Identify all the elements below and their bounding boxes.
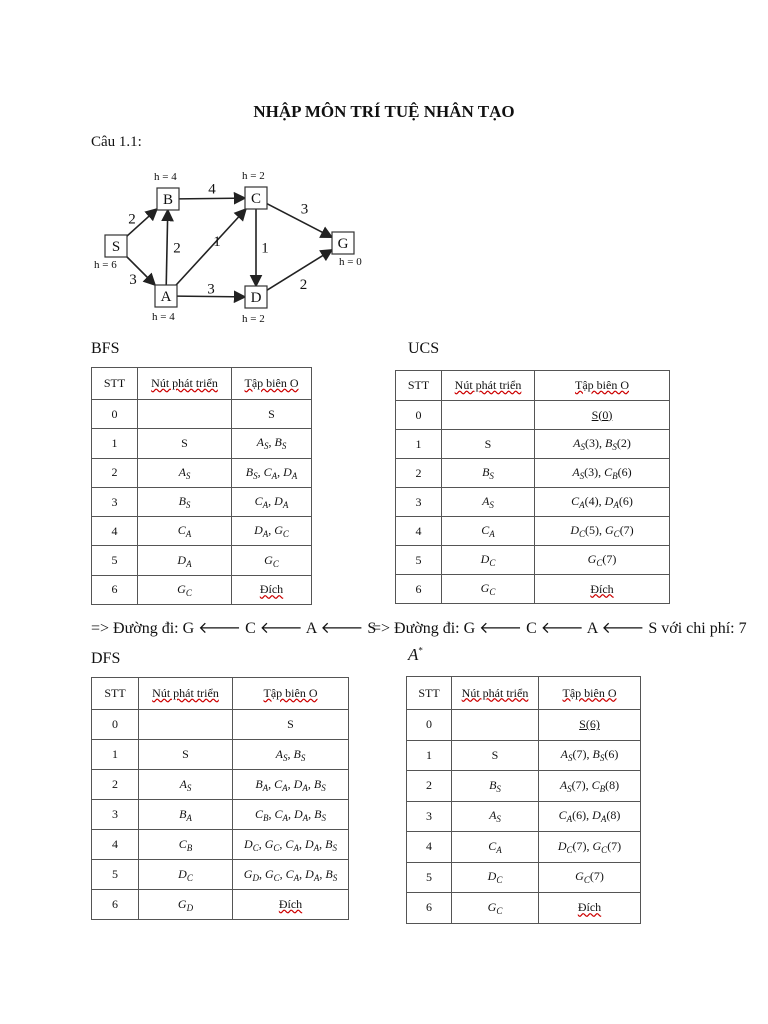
ucs-cell-r2-c1: $B_S$: [442, 459, 535, 488]
dfs-cell-r3-c0: 3: [92, 800, 139, 830]
astar-header-frontier: Tập biên O: [539, 677, 641, 710]
table-row: [396, 488, 670, 517]
bfs-cell-r3-c1: $B_S$: [138, 487, 232, 516]
dfs-cell-r3-c2: $C_B$, $C_A$, $D_A$, $B_S$: [233, 800, 349, 830]
bfs-label: BFS: [91, 340, 120, 357]
ucs-cell-r5-c1: $D_C$: [442, 546, 535, 575]
astar-cell-r3-c2: $C_A(6)$, $D_A(8)$: [539, 801, 641, 832]
table-row: [407, 801, 641, 832]
node-label-B: B: [162, 192, 174, 208]
dfs-cell-r5-c1: $D_C$: [139, 860, 233, 890]
ucs-cell-r5-c2: $G_C(7)$: [535, 546, 670, 575]
question-label: Câu 1.1:: [91, 134, 142, 150]
astar-cell-r6-c1: $G_C$: [452, 893, 539, 924]
dfs-cell-r5-c0: 5: [92, 860, 139, 890]
dfs-cell-r0-c0: 0: [92, 710, 139, 740]
edge-weight-S-B: 2: [128, 211, 136, 228]
bfs-cell-r2-c0: 2: [92, 458, 138, 487]
edge-weight-B-C: 4: [208, 181, 216, 198]
astar-cell-r1-c0: 1: [407, 740, 452, 771]
edge-weight-A-C: 1: [213, 234, 221, 250]
document-title: NHẬP MÔN TRÍ TUỆ NHÂN TẠO: [253, 102, 515, 121]
bfs-cell-r2-c1: $A_S$: [138, 458, 232, 487]
astar-cell-r0-c0: 0: [407, 710, 452, 741]
table-row: [407, 893, 641, 924]
bfs-cell-r0-c2: S: [232, 400, 312, 429]
node-label-S: S: [111, 239, 121, 255]
astar-cell-r2-c2: $A_S(7)$, $C_B(8)$: [539, 771, 641, 802]
table-row: [396, 517, 670, 546]
edge-B-C: [179, 198, 245, 199]
ucs-cell-r6-c1: $G_C$: [442, 575, 535, 604]
astar-cell-r0-c2: S(6): [539, 710, 641, 741]
node-label-A: A: [160, 289, 172, 305]
dfs-cell-r6-c1: $G_D$: [139, 890, 233, 920]
edge-weight-C-G: 3: [300, 201, 309, 218]
bfs-cell-r4-c2: $D_A$, $G_C$: [232, 517, 312, 546]
astar-cell-r4-c2: $D_C(7)$, $G_C(7)$: [539, 832, 641, 863]
dfs-label: DFS: [91, 650, 121, 667]
table-row: [407, 771, 641, 802]
bfs-header-node: Nút phát triển: [138, 368, 232, 400]
ucs-cell-r6-c2: Đích: [535, 575, 670, 604]
ucs-table: [395, 370, 670, 604]
dfs-header-node: Nút phát triển: [139, 678, 233, 710]
bfs-cell-r6-c0: 6: [92, 575, 138, 604]
bfs-cell-r6-c1: $G_C$: [138, 575, 232, 604]
edge-weight-C-D: 1: [261, 240, 269, 257]
table-row: [92, 487, 312, 516]
edge-weight-A-D: 3: [207, 281, 215, 298]
ucs-cell-r4-c2: $D_C(5)$, $G_C(7)$: [535, 517, 670, 546]
astar-cell-r3-c0: 3: [407, 801, 452, 832]
edge-weight-D-G: 2: [299, 277, 308, 293]
astar-label: A*: [408, 645, 423, 664]
astar-table: [406, 676, 641, 924]
node-label-C: C: [250, 191, 262, 207]
dfs-cell-r2-c1: $A_S$: [139, 770, 233, 800]
astar-cell-r1-c1: S: [452, 740, 539, 771]
dfs-cell-r6-c2: Đích: [233, 890, 349, 920]
dfs-cell-r3-c1: $B_A$: [139, 800, 233, 830]
table-row: [396, 575, 670, 604]
ucs-path-result: => Đường đi: G 🡐 C 🡐 A 🡐 S với chi phí: 7: [372, 620, 747, 637]
edge-C-G: [267, 201, 332, 238]
astar-cell-r4-c0: 4: [407, 832, 452, 863]
dfs-table: [91, 677, 349, 920]
ucs-cell-r4-c0: 4: [396, 517, 442, 546]
table-row: [407, 862, 641, 893]
astar-cell-r2-c0: 2: [407, 771, 452, 802]
table-row: [92, 517, 312, 546]
node-heuristic-G: h = 0: [339, 256, 362, 268]
astar-cell-r1-c2: $A_S(7)$, $B_S(6)$: [539, 740, 641, 771]
astar-cell-r2-c1: $B_S$: [452, 771, 539, 802]
ucs-cell-r0-c0: 0: [396, 401, 442, 430]
ucs-header-node: Nút phát triển: [442, 371, 535, 401]
bfs-cell-r1-c0: 1: [92, 429, 138, 458]
table-row: [92, 860, 349, 890]
bfs-cell-r1-c2: $A_S$, $B_S$: [232, 429, 312, 458]
bfs-cell-r3-c0: 3: [92, 487, 138, 516]
dfs-cell-r2-c2: $B_A$, $C_A$, $D_A$, $B_S$: [233, 770, 349, 800]
bfs-cell-r2-c2: $B_S$, $C_A$, $D_A$: [232, 458, 312, 487]
astar-cell-r5-c1: $D_C$: [452, 862, 539, 893]
bfs-cell-r1-c1: S: [138, 429, 232, 458]
ucs-cell-r0-c1: [442, 401, 535, 430]
table-row: [396, 430, 670, 459]
ucs-header-frontier: Tập biên O: [535, 371, 670, 401]
table-row: [407, 832, 641, 863]
astar-cell-r5-c2: $G_C(7)$: [539, 862, 641, 893]
ucs-cell-r4-c1: $C_A$: [442, 517, 535, 546]
table-row: [407, 740, 641, 771]
ucs-label: UCS: [408, 340, 440, 357]
dfs-cell-r0-c1: [139, 710, 233, 740]
bfs-header-frontier: Tập biên O: [232, 368, 312, 400]
dfs-cell-r4-c0: 4: [92, 830, 139, 860]
astar-header-stt: STT: [407, 677, 452, 710]
astar-cell-r0-c1: [452, 710, 539, 741]
table-row: [92, 770, 349, 800]
edge-A-C: [176, 209, 246, 285]
ucs-cell-r1-c2: $A_S(3)$, $B_S(2)$: [535, 430, 670, 459]
astar-cell-r5-c0: 5: [407, 862, 452, 893]
bfs-cell-r4-c1: $C_A$: [138, 517, 232, 546]
dfs-cell-r0-c2: S: [233, 710, 349, 740]
ucs-cell-r2-c0: 2: [396, 459, 442, 488]
ucs-cell-r3-c0: 3: [396, 488, 442, 517]
bfs-table: [91, 367, 312, 605]
dfs-cell-r1-c1: S: [139, 740, 233, 770]
ucs-cell-r1-c1: S: [442, 430, 535, 459]
ucs-cell-r2-c2: $A_S(3)$, $C_B(6)$: [535, 459, 670, 488]
dfs-cell-r2-c0: 2: [92, 770, 139, 800]
node-heuristic-D: h = 2: [242, 313, 265, 325]
table-row: [92, 800, 349, 830]
bfs-header-stt: STT: [92, 368, 138, 400]
bfs-cell-r4-c0: 4: [92, 517, 138, 546]
astar-cell-r6-c2: Đích: [539, 893, 641, 924]
bfs-cell-r3-c2: $C_A$, $D_A$: [232, 487, 312, 516]
table-row: [92, 429, 312, 458]
graph-nodes: [94, 170, 362, 325]
dfs-cell-r5-c2: $G_D$, $G_C$, $C_A$, $D_A$, $B_S$: [233, 860, 349, 890]
ucs-header-stt: STT: [396, 371, 442, 401]
table-row: [396, 546, 670, 575]
bfs-cell-r5-c0: 5: [92, 546, 138, 575]
table-row: [92, 458, 312, 487]
ucs-cell-r3-c2: $C_A(4)$, $D_A(6)$: [535, 488, 670, 517]
table-row: [92, 546, 312, 575]
search-graph: [88, 162, 373, 332]
ucs-cell-r0-c2: S(0): [535, 401, 670, 430]
node-heuristic-C: h = 2: [242, 170, 265, 182]
table-row: [92, 740, 349, 770]
astar-header-node: Nút phát triển: [452, 677, 539, 710]
dfs-cell-r4-c1: $C_B$: [139, 830, 233, 860]
node-heuristic-B: h = 4: [154, 171, 177, 183]
astar-cell-r6-c0: 6: [407, 893, 452, 924]
ucs-cell-r3-c1: $A_S$: [442, 488, 535, 517]
bfs-cell-r5-c2: $G_C$: [232, 546, 312, 575]
node-label-G: G: [337, 236, 349, 252]
edge-A-B: [166, 210, 168, 285]
dfs-cell-r1-c0: 1: [92, 740, 139, 770]
bfs-path-result: => Đường đi: G 🡐 C 🡐 A 🡐 S: [91, 620, 377, 637]
ucs-cell-r1-c0: 1: [396, 430, 442, 459]
table-row: [92, 710, 349, 740]
bfs-cell-r6-c2: Đích: [232, 575, 312, 604]
edge-weight-S-A: 3: [129, 272, 137, 288]
table-row: [396, 401, 670, 430]
bfs-cell-r0-c0: 0: [92, 400, 138, 429]
astar-cell-r3-c1: $A_S$: [452, 801, 539, 832]
table-row: [92, 830, 349, 860]
bfs-cell-r0-c1: [138, 400, 232, 429]
node-heuristic-S: h = 6: [94, 259, 117, 271]
table-row: [92, 575, 312, 604]
ucs-cell-r5-c0: 5: [396, 546, 442, 575]
astar-cell-r4-c1: $C_A$: [452, 832, 539, 863]
dfs-cell-r4-c2: $D_C$, $G_C$, $C_A$, $D_A$, $B_S$: [233, 830, 349, 860]
ucs-cell-r6-c0: 6: [396, 575, 442, 604]
table-row: [396, 459, 670, 488]
bfs-cell-r5-c1: $D_A$: [138, 546, 232, 575]
dfs-header-stt: STT: [92, 678, 139, 710]
table-row: [92, 890, 349, 920]
dfs-header-frontier: Tập biên O: [233, 678, 349, 710]
dfs-cell-r1-c2: $A_S$, $B_S$: [233, 740, 349, 770]
node-heuristic-A: h = 4: [152, 311, 175, 323]
table-row: [407, 710, 641, 741]
dfs-cell-r6-c0: 6: [92, 890, 139, 920]
edge-weight-A-B: 2: [173, 240, 181, 257]
table-row: [92, 400, 312, 429]
node-label-D: D: [250, 290, 262, 306]
